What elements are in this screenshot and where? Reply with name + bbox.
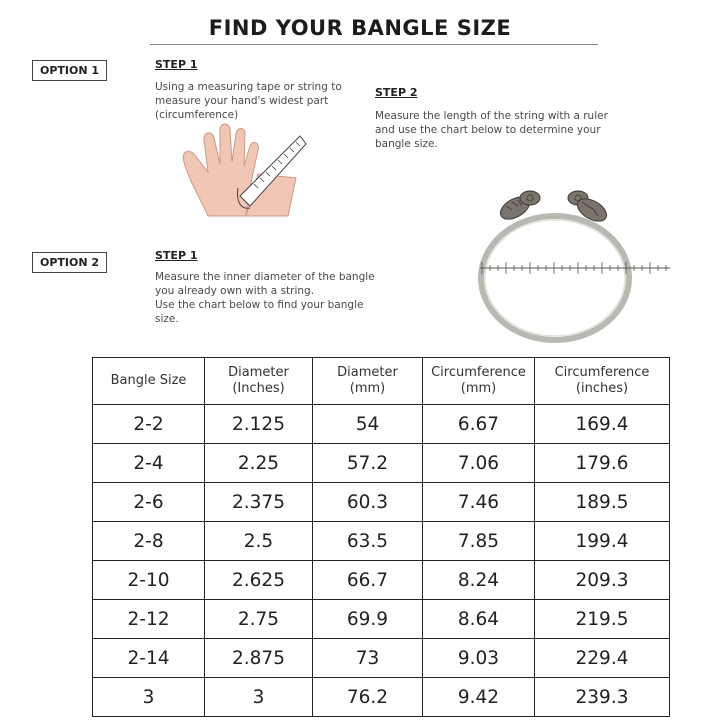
table-cell: 73	[313, 639, 423, 678]
table-cell: 209.3	[535, 561, 670, 600]
table-cell: 3	[205, 678, 313, 717]
table-cell: 179.6	[535, 444, 670, 483]
table-cell: 2-4	[93, 444, 205, 483]
column-header: Circumference (inches)	[535, 358, 670, 405]
option-1-step-2-heading: STEP 2	[375, 86, 418, 99]
text-line: Measure the length of the string with a ruler	[375, 110, 608, 122]
text-line: size.	[155, 313, 179, 325]
text-line: measure your hand's widest part	[155, 95, 329, 107]
table-cell: 2-14	[93, 639, 205, 678]
table-header-row	[93, 358, 670, 405]
option-2-step-1-text	[155, 270, 375, 326]
table-cell: 2.875	[205, 639, 313, 678]
table-cell: 2-2	[93, 405, 205, 444]
table-cell: 9.03	[423, 639, 535, 678]
option-2-label: OPTION 2	[32, 252, 107, 273]
table-cell: 69.9	[313, 600, 423, 639]
table-cell: 8.24	[423, 561, 535, 600]
table-cell: 3	[93, 678, 205, 717]
text-line: and use the chart below to determine your	[375, 124, 601, 136]
table-cell: 7.46	[423, 483, 535, 522]
table-cell: 7.06	[423, 444, 535, 483]
option-1-step-1-text	[155, 80, 342, 122]
bangle-size-chart	[92, 357, 670, 717]
table-cell: 2.5	[205, 522, 313, 561]
table-row	[93, 444, 670, 483]
option-1-label: OPTION 1	[32, 60, 107, 81]
table-row	[93, 639, 670, 678]
table-cell: 2.25	[205, 444, 313, 483]
table-cell: 60.3	[313, 483, 423, 522]
table-cell: 229.4	[535, 639, 670, 678]
table-cell: 63.5	[313, 522, 423, 561]
column-header: Bangle Size	[93, 358, 205, 405]
table-cell: 76.2	[313, 678, 423, 717]
table-cell: 66.7	[313, 561, 423, 600]
table-cell: 239.3	[535, 678, 670, 717]
table-cell: 54	[313, 405, 423, 444]
option-1-step-1-heading: STEP 1	[155, 58, 198, 71]
table-cell: 7.85	[423, 522, 535, 561]
table-cell: 6.67	[423, 405, 535, 444]
table-row	[93, 405, 670, 444]
page-title: FIND YOUR BANGLE SIZE	[208, 16, 512, 40]
title-divider	[150, 44, 598, 45]
table-cell: 199.4	[535, 522, 670, 561]
text-line: you already own with a string.	[155, 285, 315, 297]
table-cell: 2-8	[93, 522, 205, 561]
bangle-with-ruler-illustration	[470, 178, 675, 348]
table-cell: 57.2	[313, 444, 423, 483]
table-cell: 2.75	[205, 600, 313, 639]
text-line: Measure the inner diameter of the bangle	[155, 271, 375, 283]
table-cell: 2-12	[93, 600, 205, 639]
table-row	[93, 561, 670, 600]
table-cell: 9.42	[423, 678, 535, 717]
table-row	[93, 678, 670, 717]
table-cell: 8.64	[423, 600, 535, 639]
option-2-step-1-heading: STEP 1	[155, 249, 198, 262]
text-line: Using a measuring tape or string to	[155, 81, 342, 93]
option-1-step-2-text	[375, 109, 608, 151]
text-line: Use the chart below to find your bangle	[155, 299, 364, 311]
column-header: Circumference (mm)	[423, 358, 535, 405]
table-cell: 2-6	[93, 483, 205, 522]
table-cell: 2.125	[205, 405, 313, 444]
text-line: bangle size.	[375, 138, 438, 150]
hand-measuring-tape-illustration	[178, 118, 308, 218]
text-line: (circumference)	[155, 109, 239, 121]
table-cell: 2.625	[205, 561, 313, 600]
table-row	[93, 483, 670, 522]
table-cell: 189.5	[535, 483, 670, 522]
table-cell: 2-10	[93, 561, 205, 600]
column-header: Diameter (Inches)	[205, 358, 313, 405]
table-cell: 2.375	[205, 483, 313, 522]
table-cell: 169.4	[535, 405, 670, 444]
table-row	[93, 522, 670, 561]
table-cell: 219.5	[535, 600, 670, 639]
table-row	[93, 600, 670, 639]
column-header: Diameter (mm)	[313, 358, 423, 405]
